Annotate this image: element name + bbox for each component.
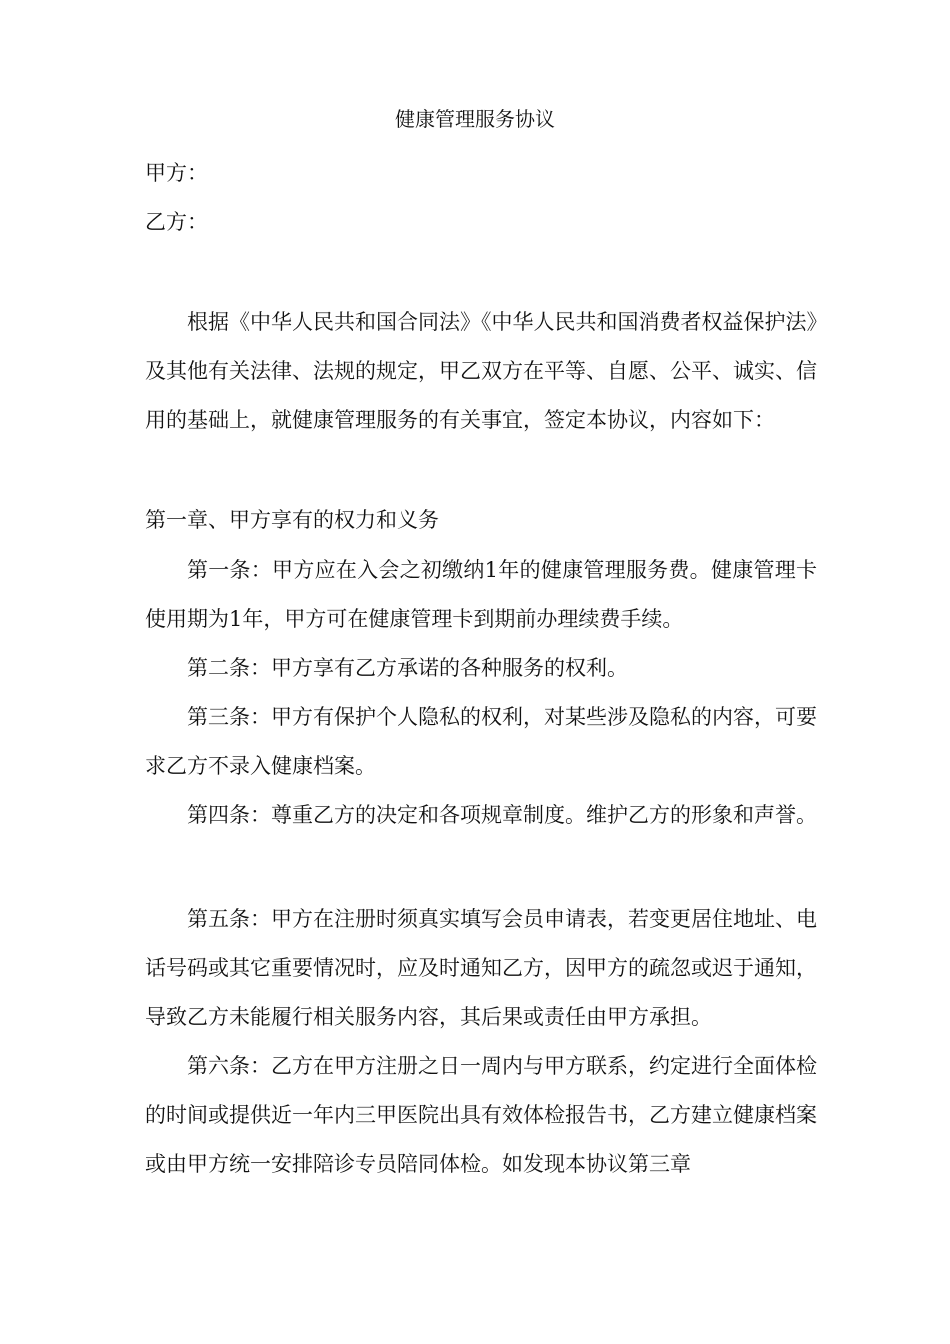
article-2: 第二条：甲方享有乙方承诺的各种服务的权利。	[187, 656, 628, 680]
article-4: 第四条：尊重乙方的决定和各项规章制度。维护乙方的形象和声誉。	[187, 803, 817, 827]
document-title: 健康管理服务协议	[395, 107, 555, 131]
article-3: 第三条：甲方有保护个人隐私的权利，对某些涉及隐私的内容，可要求乙方不录入健康档案。	[145, 705, 817, 778]
chapter-1-heading: 第一章、甲方享有的权力和义务	[145, 508, 439, 532]
party-b-label: 乙方：	[145, 210, 208, 234]
party-a-label: 甲方：	[145, 161, 208, 185]
article-6: 第六条：乙方在甲方注册之日一周内与甲方联系，约定进行全面体检的时间或提供近一年内三甲医院出具有效体检报告书，乙方建立健康档案或由甲方统一安排陪诊专员陪同体检。如发现本协议第三章	[145, 1054, 817, 1176]
intro-paragraph: 根据《中华人民共和国合同法》《中华人民共和国消费者权益保护法》及其他有关法律、法规的规定，甲乙双方在平等、自愿、公平、诚实、信用的基础上，就健康管理服务的有关事宜，签定本协议，内容如下：	[145, 310, 817, 432]
article-1: 第一条：甲方应在入会之初缴纳1年的健康管理服务费。健康管理卡使用期为1年，甲方可在健康管理卡到期前办理续费手续。	[145, 558, 817, 631]
article-5: 第五条：甲方在注册时须真实填写会员申请表，若变更居住地址、电话号码或其它重要情况时，应及时通知乙方，因甲方的疏忽或迟于通知，导致乙方未能履行相关服务内容，其后果或责任由甲方承担。	[145, 907, 817, 1029]
